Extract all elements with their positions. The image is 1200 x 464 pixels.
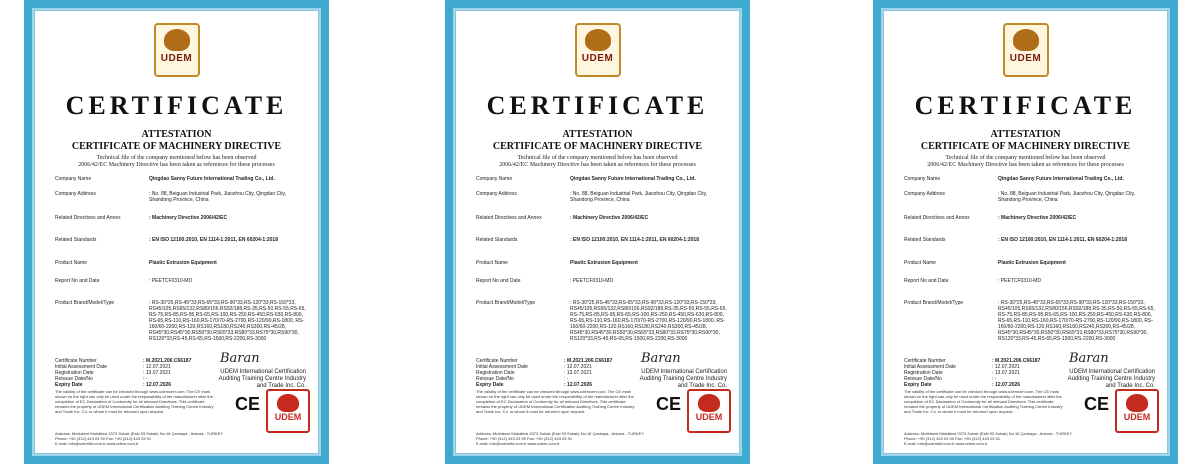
intro-note [902, 155, 1149, 169]
footer-address: Address: Mutlukent Mahallesi 2073 Sokak (Eski 93 Sokak) No:16 Çankaya - Ankara - TURKEY [55, 431, 224, 436]
stamp-text: UDEM [695, 412, 723, 422]
detail-expiry-date: Expiry Date : 12.07.2026 [55, 382, 172, 388]
udem-stamp [1115, 389, 1159, 433]
logo-text: UDEM [160, 53, 193, 64]
certifier-name: UDEM International Certification Auditing Training Centre Industry and Trade Inc. Co. [1067, 369, 1155, 389]
footer-contact [904, 431, 1107, 446]
udem-logo [575, 23, 621, 77]
attestation-heading: ATTESTATION [990, 129, 1061, 140]
footer-phone: Phone: +90 (312) 443 03 90 Fax: +90 (312) 443 03 91 [55, 436, 152, 441]
stamp-text: UDEM [274, 412, 302, 422]
stamp-lion-icon [1126, 394, 1148, 412]
intro-note-line1: Technical file of the company mentioned below has been observed [945, 155, 1106, 161]
intro-note-line2: 2006/42/EC Machinery Directive has been taken as references for these processes [927, 162, 1124, 168]
detail-expiry-date: Expiry Date : 12.07.2026 [904, 382, 1021, 388]
certificate-card-1 [24, 0, 329, 464]
detail-reissue: Reissue Date/No : - [904, 376, 997, 382]
lion-emblem-icon [1013, 29, 1039, 51]
stamp-lion-icon [698, 394, 720, 412]
detail-expiry-date: Expiry Date : 12.07.2026 [476, 382, 593, 388]
detail-certificate-number: Certificate Number : M.2021.206.C66187 [55, 358, 192, 364]
footer-contact [476, 431, 679, 446]
signature: Baran [220, 351, 260, 366]
stamp-lion-icon [277, 394, 299, 412]
ce-mark: CE [235, 394, 261, 414]
footer-email: E-mail: info@udemltd.com.tr www.udem.com.tr [904, 441, 988, 446]
footer-email: E-mail: info@udemltd.com.tr www.udem.com.tr [476, 441, 560, 446]
signature: Baran [1069, 351, 1109, 366]
intro-note-line1: Technical file of the company mentioned below has been observed [517, 155, 678, 161]
detail-certificate-number: Certificate Number : M.2021.206.C66187 [476, 358, 613, 364]
udem-stamp [266, 389, 310, 433]
intro-note [474, 155, 721, 169]
stamp-text: UDEM [1123, 412, 1151, 422]
signature: Baran [641, 351, 681, 366]
certifier-name: UDEM International Certification Auditing Training Centre Industry and Trade Inc. Co. [639, 369, 727, 389]
detail-reissue: Reissue Date/No : - [55, 376, 148, 382]
certificate-body: UDEM CERTIFICATE ATTESTATION CERTIFICATE OF MACHINERY DIRECTIVE Technical file of the company mentioned below has been observed 2006/42/EC Machinery Directive has been taken as references for these processes Company Name Qingdao Sanny Future International Trading Co., Ltd. Company Address : No. 88, Beiguan Industrial Park, Jiaozhou City, Qingdao City, Shandong Province, China Related Directives and Annex : Machinery Directive 2006/42/EC Related Standards : EN ISO 12100:2010, EN 1114-1:2011, EN 60204-1:2018 Product Name Plastic Extrusion Equipment Report No and Date : PEETCF0310-MD Product Brand/Model/Type : RS-30*25,RS-45*33,RS-65*33,RS-90*33,RS-120*33,RS-150*33, RS45/105,RS65/132,RS80/156,RS92/188,RS-35,RS-50,RS-55,RS-65, RS-75,RS-85,RS-95,RS-65,RS-100,RS-250,RS-450,RS-630,RS-800, RS-65,RS-110,RS-160,RS-170/70-RS-2700,RS-120/90,RS-1800, RS-160/60-2200,RS-120,RS160,RS180,RS240,RS300,RS-45/28, RS45*30,RS45*30,RS50*30,RS65*33,RS80*33,RS75*30,RS90*30, RS120*33,RS-45,RS-65,RS-1500,RS-2200,RS-3000 Certificate Number : M.2021.206.C66187 Initial Assessment Date : 12.07.2021 Registration Date : 13.07.2021 Reissue Date/No : - Expiry Date : 12.07.2026 Baran UDEM International Certification Auditing Training Centre Industry and Trade Inc. Co. The validity of the certificate can be checked through www.udemcert.com. The CE mark shown on the right can only be used under the responsibility of the manufacturer after the completion of EC Declaration of Conformity for all relevant Directives. This certificate remains the property of UDEM International Certification Auditing Training Centre Industry and Trade Inc. Co. to whom it must be returned upon request. CE UDEM Address: Mutlukent Mahallesi 2073 Sokak (Eski 93 Sokak) No:16 Çankaya - Ankara - TURKEY Phone: +90 (312) 443 03 90 Fax: +90 (312) 443 03 91 E-mail: info@udemltd.com.tr www.udem.com.tr [883, 10, 1168, 454]
ce-validity-note: The validity of the certificate can be checked through www.udemcert.com. The CE mark shown on the right can only be used under the responsibility of the manufacturer after the completion of EC Declaration of Conformity for all relevant Directives. This certificate remains the property of UDEM International Certification Auditing Training Centre Industry and Trade Inc. Co. to whom it must be returned upon request. [904, 389, 1063, 414]
logo-text: UDEM [581, 53, 614, 64]
certificate-subtitle: CERTIFICATE OF MACHINERY DIRECTIVE [492, 141, 703, 152]
certificate-title: CERTIFICATE [914, 91, 1137, 120]
attestation-heading: ATTESTATION [562, 129, 633, 140]
certificate-details [904, 358, 1040, 388]
footer-contact [55, 431, 258, 446]
ce-mark: CE [1084, 394, 1110, 414]
detail-initial-assessment: Initial Assessment Date : 12.07.2021 [476, 364, 592, 370]
certifier-name: UDEM International Certification Auditing Training Centre Industry and Trade Inc. Co. [218, 369, 306, 389]
detail-reissue: Reissue Date/No : - [476, 376, 569, 382]
detail-registration-date: Registration Date : 13.07.2021 [55, 370, 171, 376]
ce-validity-note: The validity of the certificate can be checked through www.udemcert.com. The CE mark shown on the right can only be used under the responsibility of the manufacturer after the completion of EC Declaration of Conformity for all relevant Directives. This certificate remains the property of UDEM International Certification Auditing Training Centre Industry and Trade Inc. Co. to whom it must be returned upon request. [55, 389, 214, 414]
udem-logo [154, 23, 200, 77]
intro-note-line1: Technical file of the company mentioned below has been observed [96, 155, 257, 161]
lion-emblem-icon [164, 29, 190, 51]
footer-address: Address: Mutlukent Mahallesi 2073 Sokak (Eski 93 Sokak) No:16 Çankaya - Ankara - TURKEY [904, 431, 1073, 436]
intro-note [53, 155, 300, 169]
certificate-body: UDEM CERTIFICATE ATTESTATION CERTIFICATE OF MACHINERY DIRECTIVE Technical file of the company mentioned below has been observed 2006/42/EC Machinery Directive has been taken as references for these processes Company Name Qingdao Sanny Future International Trading Co., Ltd. Company Address : No. 88, Beiguan Industrial Park, Jiaozhou City, Qingdao City, Shandong Province, China Related Directives and Annex : Machinery Directive 2006/42/EC Related Standards : EN ISO 12100:2010, EN 1114-1:2011, EN 60204-1:2018 Product Name Plastic Extrusion Equipment Report No and Date : PEETCF0310-MD Product Brand/Model/Type : RS-30*25,RS-45*33,RS-65*33,RS-90*33,RS-120*33,RS-150*33, RS45/105,RS65/132,RS80/156,RS92/188,RS-35,RS-50,RS-55,RS-65, RS-75,RS-85,RS-95,RS-65,RS-100,RS-250,RS-450,RS-630,RS-800, RS-65,RS-110,RS-160,RS-170/70-RS-2700,RS-120/90,RS-1800, RS-160/60-2200,RS-120,RS160,RS180,RS240,RS300,RS-45/28, RS45*30,RS45*30,RS50*30,RS65*33,RS80*33,RS75*30,RS90*30, RS120*33,RS-45,RS-65,RS-1500,RS-2200,RS-3000 Certificate Number : M.2021.206.C66187 Initial Assessment Date : 12.07.2021 Registration Date : 13.07.2021 Reissue Date/No : - Expiry Date : 12.07.2026 Baran UDEM International Certification Auditing Training Centre Industry and Trade Inc. Co. The validity of the certificate can be checked through www.udemcert.com. The CE mark shown on the right can only be used under the responsibility of the manufacturer after the completion of EC Declaration of Conformity for all relevant Directives. This certificate remains the property of UDEM International Certification Auditing Training Centre Industry and Trade Inc. Co. to whom it must be returned upon request. CE UDEM Address: Mutlukent Mahallesi 2073 Sokak (Eski 93 Sokak) No:16 Çankaya - Ankara - TURKEY Phone: +90 (312) 443 03 90 Fax: +90 (312) 443 03 91 E-mail: info@udemltd.com.tr www.udem.com.tr [34, 10, 319, 454]
certificate-details [55, 358, 191, 388]
certificate-subtitle: CERTIFICATE OF MACHINERY DIRECTIVE [920, 141, 1131, 152]
detail-initial-assessment: Initial Assessment Date : 12.07.2021 [904, 364, 1020, 370]
footer-email: E-mail: info@udemltd.com.tr www.udem.com.tr [55, 441, 139, 446]
logo-text: UDEM [1009, 53, 1042, 64]
detail-certificate-number: Certificate Number : M.2021.206.C66187 [904, 358, 1041, 364]
intro-note-line2: 2006/42/EC Machinery Directive has been taken as references for these processes [78, 162, 275, 168]
certificate-details [476, 358, 612, 388]
intro-note-line2: 2006/42/EC Machinery Directive has been taken as references for these processes [499, 162, 696, 168]
detail-registration-date: Registration Date : 13.07.2021 [904, 370, 1020, 376]
lion-emblem-icon [585, 29, 611, 51]
certificate-card-3 [873, 0, 1178, 464]
certificate-body: UDEM CERTIFICATE ATTESTATION CERTIFICATE OF MACHINERY DIRECTIVE Technical file of the company mentioned below has been observed 2006/42/EC Machinery Directive has been taken as references for these processes Company Name Qingdao Sanny Future International Trading Co., Ltd. Company Address : No. 88, Beiguan Industrial Park, Jiaozhou City, Qingdao City, Shandong Province, China Related Directives and Annex : Machinery Directive 2006/42/EC Related Standards : EN ISO 12100:2010, EN 1114-1:2011, EN 60204-1:2018 Product Name Plastic Extrusion Equipment Report No and Date : PEETCF0310-MD Product Brand/Model/Type : RS-30*25,RS-45*33,RS-65*33,RS-90*33,RS-120*33,RS-150*33, RS45/105,RS65/132,RS80/156,RS92/188,RS-35,RS-50,RS-55,RS-65, RS-75,RS-85,RS-95,RS-65,RS-100,RS-250,RS-450,RS-630,RS-800, RS-65,RS-110,RS-160,RS-170/70-RS-2700,RS-120/90,RS-1800, RS-160/60-2200,RS-120,RS160,RS180,RS240,RS300,RS-45/28, RS45*30,RS45*30,RS50*30,RS65*33,RS80*33,RS75*30,RS90*30, RS120*33,RS-45,RS-65,RS-1500,RS-2200,RS-3000 Certificate Number : M.2021.206.C66187 Initial Assessment Date : 12.07.2021 Registration Date : 13.07.2021 Reissue Date/No : - Expiry Date : 12.07.2026 Baran UDEM International Certification Auditing Training Centre Industry and Trade Inc. Co. The validity of the certificate can be checked through www.udemcert.com. The CE mark shown on the right can only be used under the responsibility of the manufacturer after the completion of EC Declaration of Conformity for all relevant Directives. This certificate remains the property of UDEM International Certification Auditing Training Centre Industry and Trade Inc. Co. to whom it must be returned upon request. CE UDEM Address: Mutlukent Mahallesi 2073 Sokak (Eski 93 Sokak) No:16 Çankaya - Ankara - TURKEY Phone: +90 (312) 443 03 90 Fax: +90 (312) 443 03 91 E-mail: info@udemltd.com.tr www.udem.com.tr [455, 10, 740, 454]
footer-phone: Phone: +90 (312) 443 03 90 Fax: +90 (312) 443 03 91 [476, 436, 573, 441]
attestation-heading: ATTESTATION [141, 129, 212, 140]
footer-phone: Phone: +90 (312) 443 03 90 Fax: +90 (312) 443 03 91 [904, 436, 1001, 441]
udem-logo [1003, 23, 1049, 77]
certificate-subtitle: CERTIFICATE OF MACHINERY DIRECTIVE [71, 141, 282, 152]
footer-address: Address: Mutlukent Mahallesi 2073 Sokak (Eski 93 Sokak) No:16 Çankaya - Ankara - TURKEY [476, 431, 645, 436]
ce-validity-note: The validity of the certificate can be checked through www.udemcert.com. The CE mark shown on the right can only be used under the responsibility of the manufacturer after the completion of EC Declaration of Conformity for all relevant Directives. This certificate remains the property of UDEM International Certification Auditing Training Centre Industry and Trade Inc. Co. to whom it must be returned upon request. [476, 389, 635, 414]
detail-initial-assessment: Initial Assessment Date : 12.07.2021 [55, 364, 171, 370]
ce-mark: CE [656, 394, 682, 414]
certificate-title: CERTIFICATE [65, 91, 288, 120]
certificate-card-2 [445, 0, 750, 464]
certificate-title: CERTIFICATE [486, 91, 709, 120]
udem-stamp [687, 389, 731, 433]
detail-registration-date: Registration Date : 13.07.2021 [476, 370, 592, 376]
